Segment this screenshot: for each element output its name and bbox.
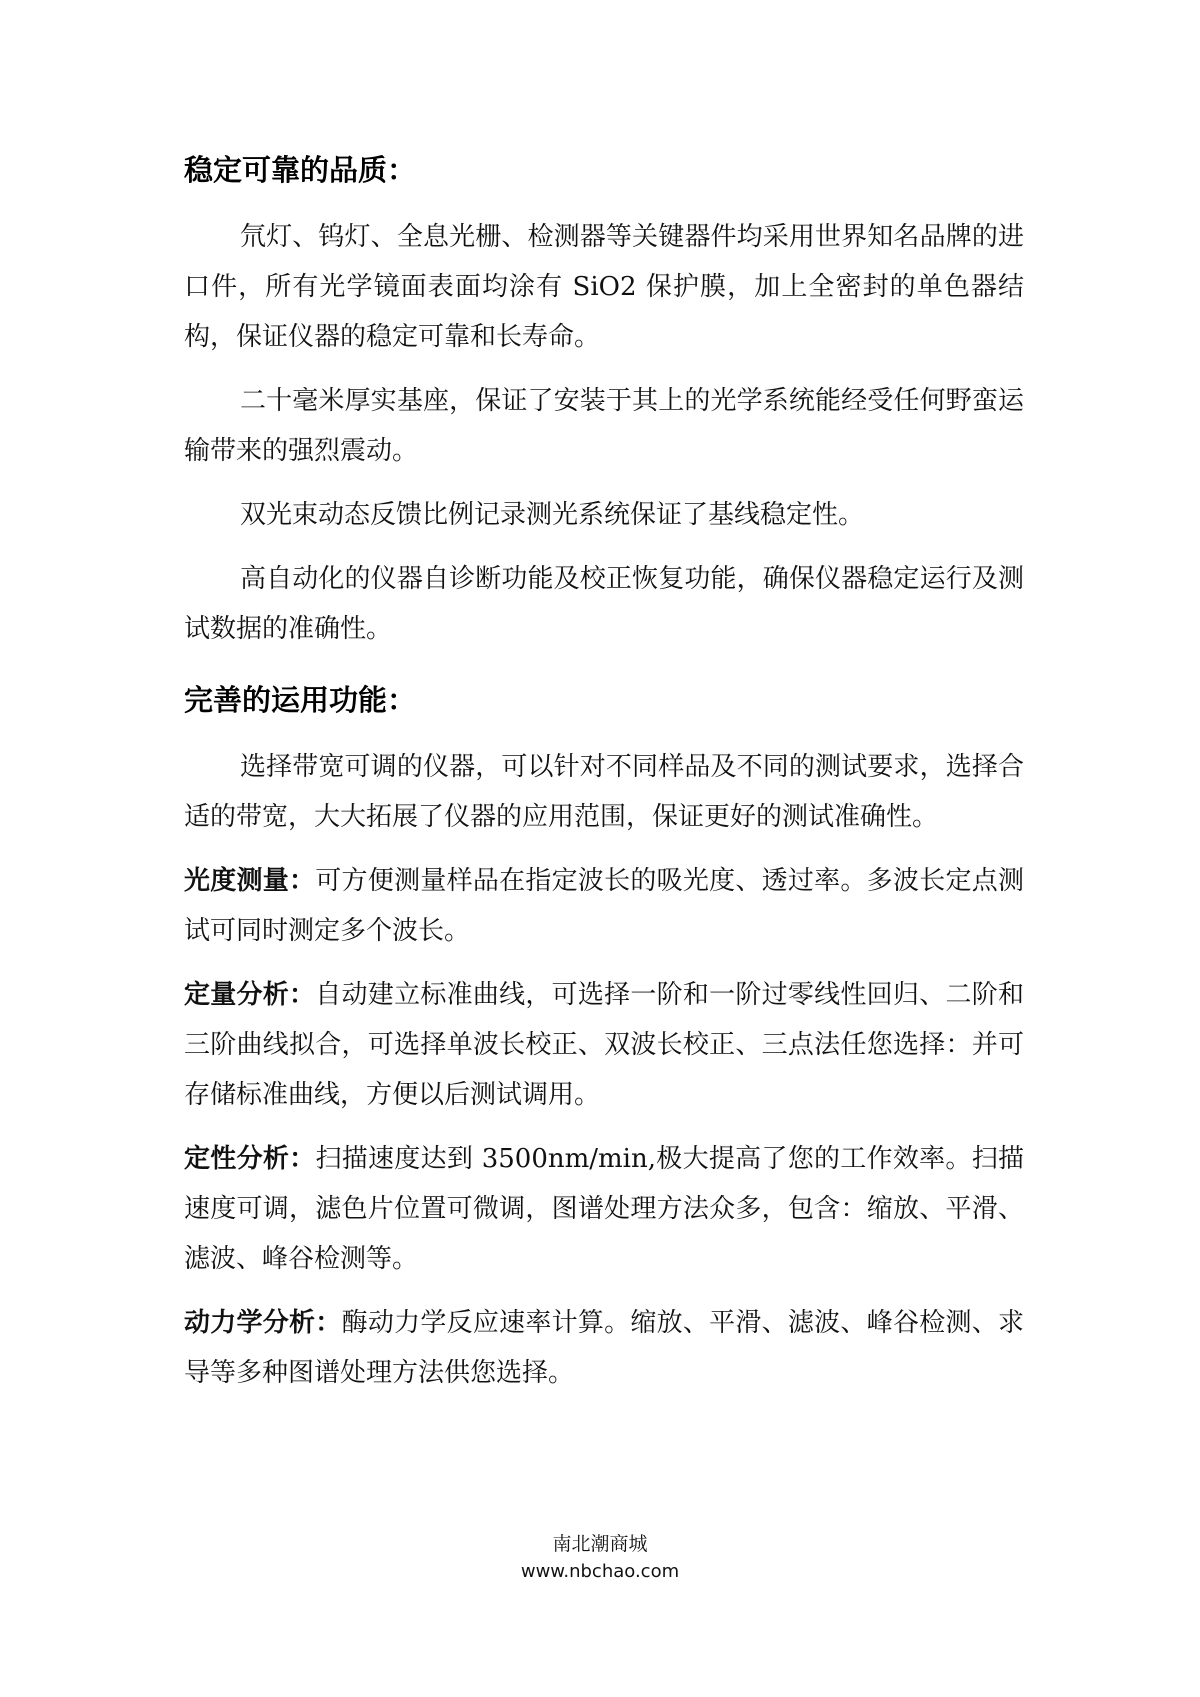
feature-separator: ： [289, 980, 316, 1010]
feature-text: 酶动力学反应速率计算。缩放、平滑、滤波、峰谷检测、求导等多种图谱处理方法供您选择。 [184, 1308, 1024, 1388]
footer-site-name: 南北潮商城 [552, 1533, 648, 1555]
feature-qualitative [184, 1134, 1024, 1284]
footer-url: www.nbchao.com [520, 1561, 680, 1582]
feature-kinetics [184, 1298, 1024, 1398]
feature-separator: ： [289, 866, 316, 896]
feature-label: 光度测量 [184, 866, 290, 896]
paragraph-bandwidth: 选择带宽可调的仪器，可以针对不同样品及不同的测试要求，选择合适的带宽，大大拓展了仪器的应用范围，保证更好的测试准确性。 [184, 752, 1024, 832]
section-heading-functions: 完善的运用功能： [184, 683, 417, 717]
feature-text: 自动建立标准曲线，可选择一阶和一阶过零线性回归、二阶和三阶曲线拟合，可选择单波长校正、双波长校正、三点法任您选择：并可存储标准曲线，方便以后测试调用。 [184, 980, 1024, 1110]
feature-label: 定性分析 [184, 1144, 290, 1174]
paragraph-key-components: 氘灯、钨灯、全息光栅、检测器等关键器件均采用世界知名品牌的进口件，所有光学镜面表面均涂有 SiO2 保护膜，加上全密封的单色器结构，保证仪器的稳定可靠和长寿命。 [184, 222, 1024, 352]
document-body [184, 150, 1024, 1412]
feature-separator: ： [289, 1144, 316, 1174]
paragraph-self-diagnosis: 高自动化的仪器自诊断功能及校正恢复功能，确保仪器稳定运行及测试数据的准确性。 [184, 564, 1024, 644]
section-heading-quality: 稳定可靠的品质： [184, 153, 417, 187]
feature-separator: ： [315, 1308, 342, 1338]
feature-photometric [184, 856, 1024, 956]
feature-text: 扫描速度达到 3500nm/min,极大提高了您的工作效率。扫描速度可调，滤色片位置可微调，图谱处理方法众多，包含：缩放、平滑、滤波、峰谷检测等。 [184, 1144, 1024, 1274]
feature-text: 可方便测量样品在指定波长的吸光度、透过率。多波长定点测试可同时测定多个波长。 [184, 866, 1024, 946]
feature-label: 动力学分析 [184, 1308, 316, 1338]
feature-label: 定量分析 [184, 980, 290, 1010]
page-footer [0, 1530, 1200, 1586]
paragraph-base: 二十毫米厚实基座，保证了安装于其上的光学系统能经受任何野蛮运输带来的强烈震动。 [184, 386, 1024, 466]
feature-quantitative [184, 970, 1024, 1120]
paragraph-double-beam: 双光束动态反馈比例记录测光系统保证了基线稳定性。 [240, 500, 865, 530]
